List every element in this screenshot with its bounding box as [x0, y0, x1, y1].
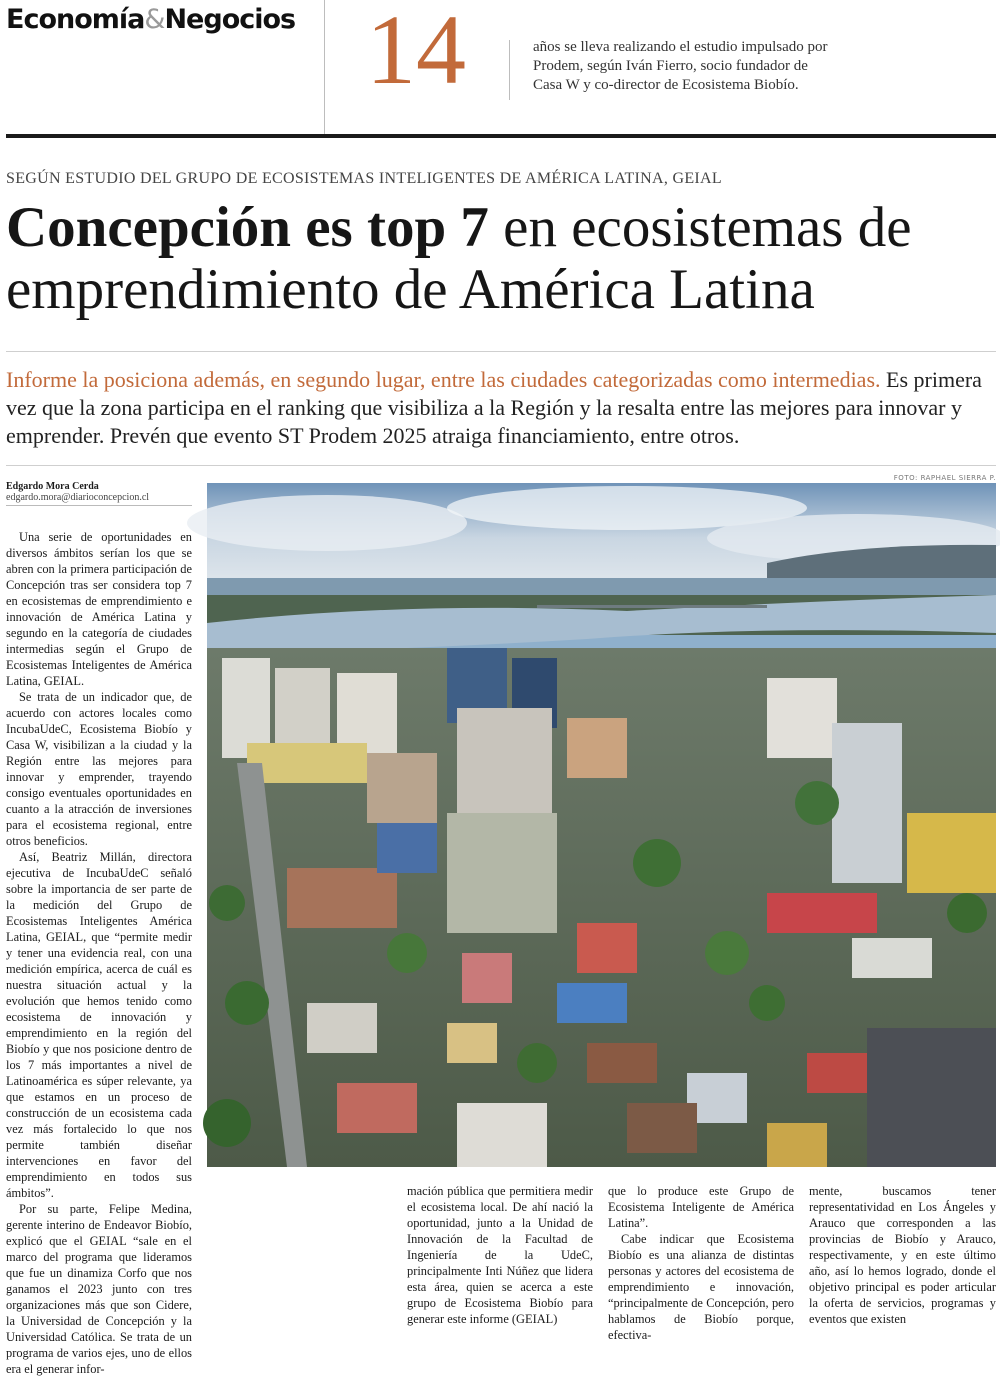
subheadline-highlight: Informe la posiciona además, en segundo lugar, entre las ciudades categorizadas como intermedias. — [6, 367, 881, 392]
article-column-3 — [608, 1183, 794, 1342]
headline-bold: Concepción es top 7 — [6, 196, 489, 259]
headline-rest: en ecosistemas de emprendimiento de América Latina — [6, 196, 912, 321]
city-aerial-photo — [207, 483, 996, 1167]
section-title-amp: & — [144, 4, 165, 35]
highlight-number: 14 — [366, 0, 466, 105]
article-column-2 — [407, 1183, 593, 1326]
byline-email: edgardo.mora@diarioconcepcion.cl — [6, 492, 150, 503]
paragraph: Por su parte, Felipe Medina, gerente interino de Endeavor Biobío, explicó que el GEIAL “sale en el marco del programa que lideramos que fue un dinamiza Corfo que nos ganamos el 2023 junto con tres organizaciones más que son Cidere, la Universidad de Concepción y la Universidad Católica. Se trata de un programa de varios ejes, uno de ellos era el generar infor- — [6, 1202, 192, 1376]
header-rule — [6, 134, 996, 138]
kicker: SEGÚN ESTUDIO DEL GRUPO DE ECOSISTEMAS INTELIGENTES DE AMÉRICA LATINA, GEIAL — [6, 170, 722, 187]
paragraph: Cabe indicar que Ecosistema Biobío es una alianza de distintas personas y actores del ecosistema de emprendimiento e innovación, “principalmente de Concepción, pero hablamos de Biobío porque, efectiva- — [608, 1232, 794, 1342]
section-title-part1: Economía — [6, 4, 145, 35]
number-note: años se lleva realizando el estudio impulsado por Prodem, según Iván Fierro, socio fundador de Casa W y co-director de Ecosistema Biobío. — [533, 39, 828, 93]
article-column-4 — [809, 1183, 996, 1326]
divider — [6, 465, 996, 466]
subheadline-rest: Es primera vez que la zona participa en el ranking que visibiliza a la Región y la resalta entre las mejores para innovar y emprender. Prevén que evento ST Prodem 2025 atraiga financiamiento, entre otros. — [6, 367, 982, 448]
header-divider — [324, 0, 325, 134]
byline-author: Edgardo Mora Cerda — [6, 481, 99, 492]
subheadline — [6, 366, 996, 450]
headline — [6, 197, 996, 321]
paragraph: Una serie de oportunidades en diversos ámbitos serían los que se abren con la primera participación de Concepción tras ser considera top 7 en ecosistemas de emprendimiento e innovación de América Latina y segundo en la categoría de ciudades intermedias según el Grupo de Ecosistemas Inteligentes de América Latina, GEIAL. — [6, 530, 192, 688]
paragraph: mente, buscamos tener representatividad en Los Ángeles y Arauco que corresponden a las provincias de Biobío y Arauco, respectivamente, y en este último año, así lo hemos logrado, donde el objetivo principal es poder articular la oferta de servicios, programas y eventos que existen — [809, 1184, 996, 1326]
divider — [6, 351, 996, 352]
paragraph: Se trata de un indicador que, de acuerdo con actores locales como IncubaUdeC, Ecosistema Biobío y Casa W, visibilizan a la ciudad y la Región entre las mejores para innovar y emprender, trayendo consigo eventuales oportunidades en cuanto a la atracción de inversiones para el ecosistema regional, entre otros beneficios. — [6, 690, 192, 848]
paragraph: mación pública que permitiera medir el ecosistema local. De ahí nació la oportunidad, junto a la Unidad de Innovación de la Facultad de Ingeniería de la UdeC, principalmente Inti Núñez que lidera esta área, quien se acerca a este grupo de Ecosistema Biobío para generar este informe (GEIAL) — [407, 1184, 593, 1326]
byline-divider — [6, 505, 192, 506]
section-title-part2: Negocios — [164, 4, 296, 35]
paragraph: Así, Beatriz Millán, directora ejecutiva de IncubaUdeC señaló sobre la importancia de ser parte de la medición del Grupo de Ecosistemas Inteligentes América Latina, GEIAL, que “permite medir y tener una evidencia real, con una medición empírica, acerca de cuál es nuestra situación actual y la evolución que hemos tenido como ecosistema de innovación y emprendimiento en la región del Biobío y que nos posicione dentro de los 7 más importantes a nivel de Latinoamérica es súper relevante, ya que estamos en un proceso de construcción de un ecosistema cada vez más fortalecido lo que nos permite también diseñar intervenciones en favor del emprendimiento en todos sus ámbitos”. — [6, 850, 192, 1200]
number-note-divider — [509, 40, 510, 100]
section-title — [6, 4, 295, 35]
photo-credit: FOTO: RAPHAEL SIERRA P. — [893, 474, 996, 482]
article-column-1 — [6, 529, 192, 1376]
paragraph: que lo produce este Grupo de Ecosistema Inteligente de América Latina”. — [608, 1184, 794, 1230]
